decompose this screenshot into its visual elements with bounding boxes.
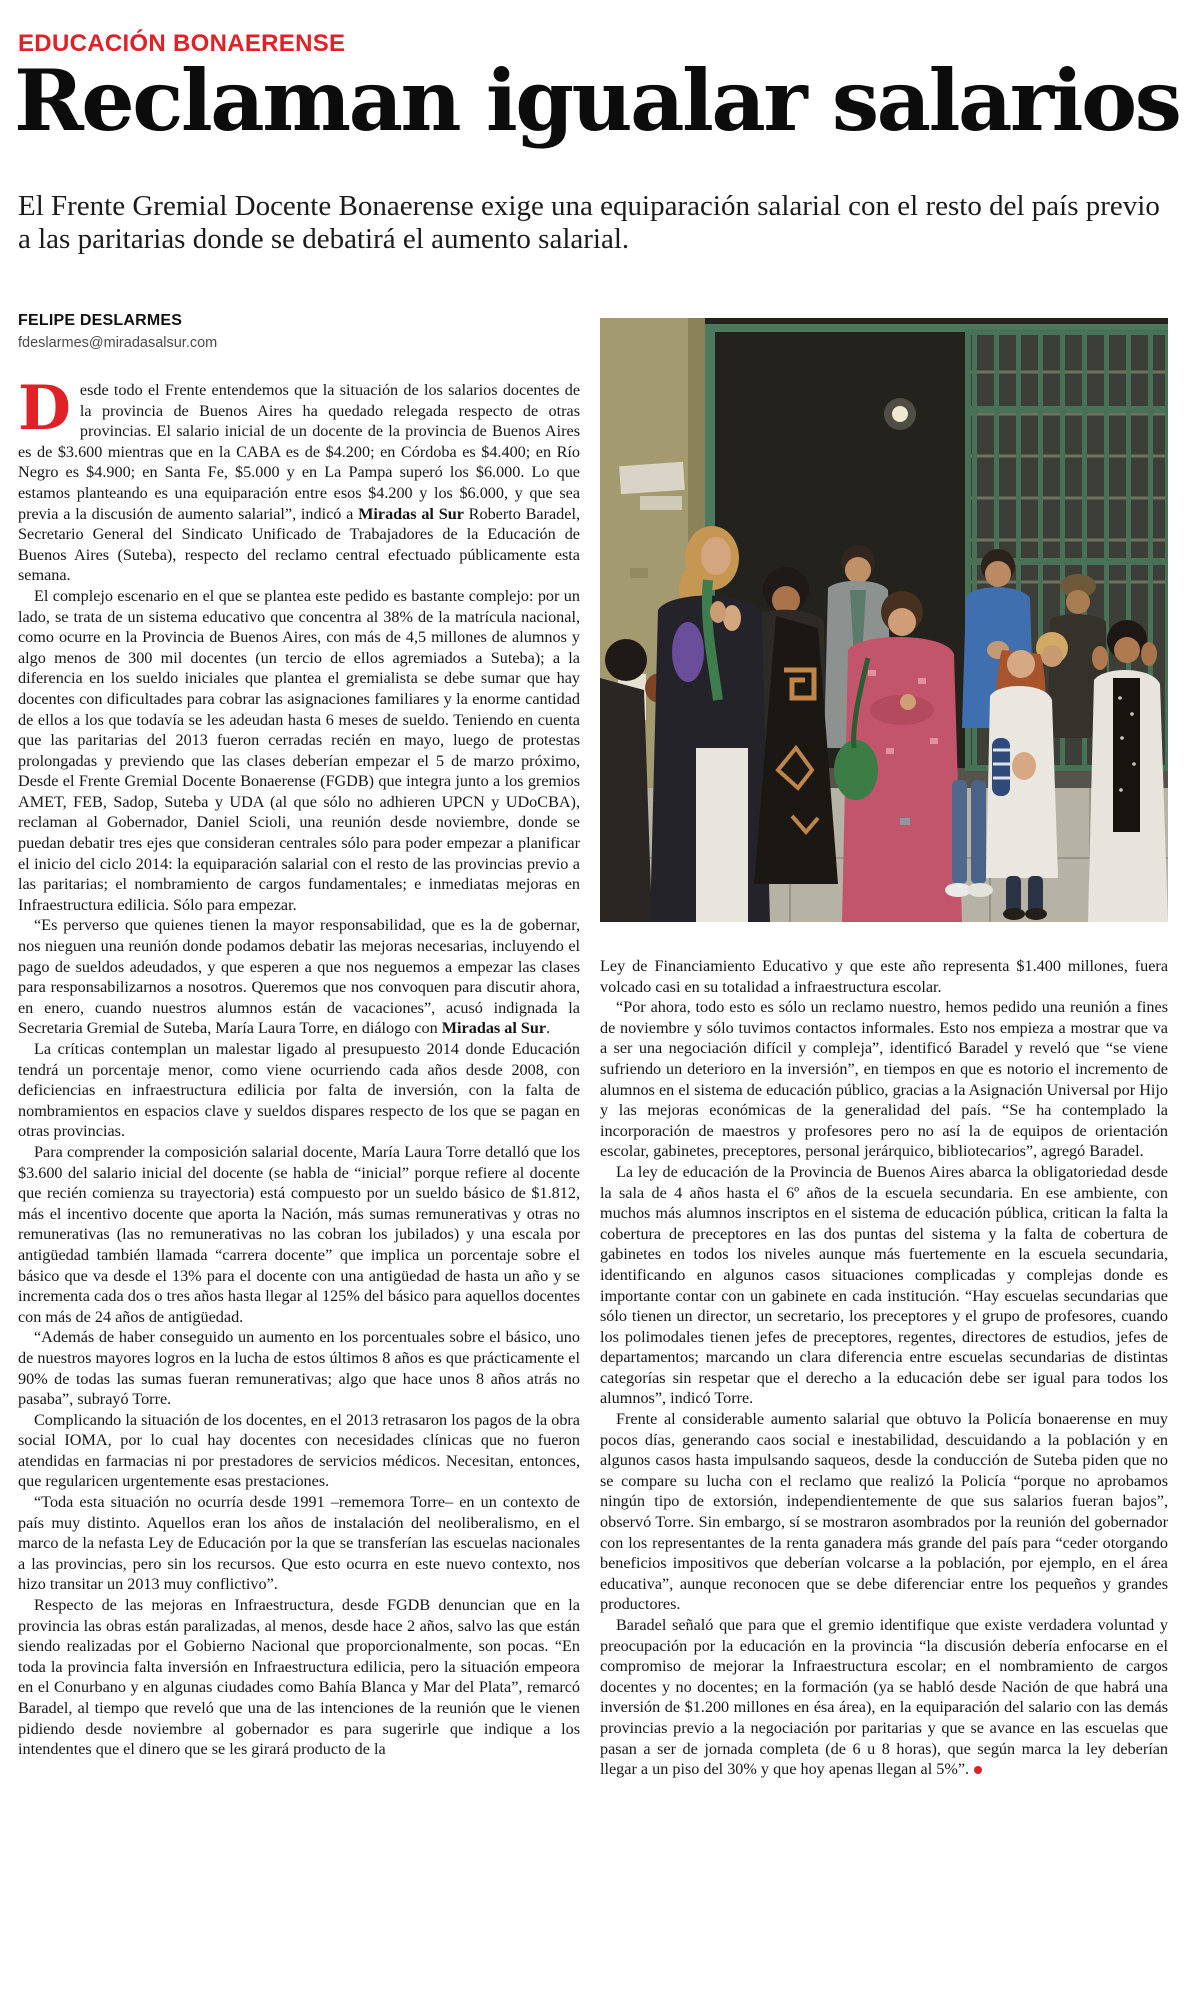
article-paragraph: Desde todo el Frente entendemos que la situación de los salarios docentes de la provincia de Buenos Aires ha quedado relegada respecto de otras provincias. El salario inicial de un docente de la provincia de Buenos Aires es de $3.600 mientras que en la CABA es de $4.200; en Córdoba es $4.400; en Río Negro es $4.900; en Santa Fe, $5.000 y en La Pampa superó los $6.000. Lo que estamos planteando es una equiparación entre esos $4.200 y los $6.000, y que sea previa a la discusión de aumento salarial”, indicó a Miradas al Sur Roberto Baradel, Secretario General del Sindicato Unificado de Trabajadores de la Educación de Buenos Aires (Suteba), respecto del reclamo central efectuado públicamente esta semana. [18,380,580,585]
article-paragraph: “Además de haber conseguido un aumento en los porcentuales sobre el básico, uno de nuestros mayores logros en la lucha de estos últimos 8 años es que prácticamente el 90% de todas las sumas fueran remunerativas; algo que hace unos 8 años atrás no pasaba”, subrayó Torre. [18,1328,580,1409]
drop-cap: D [18,380,71,444]
article-paragraph: La ley de educación de la Provincia de Buenos Aires abarca la obligatoriedad desde la sala de 4 años hasta el 6º años de la escuela secundaria. En ese ambiente, con muchos más alumnos inscriptos en el sistema de educación pública, critican la falta la cobertura de preceptores en las dos puntas del sistema y la falta de cobertura de gabinetes en todos los niveles aunque más fuertemente en la escuela secundaria, identificando en algunos casos situaciones complicadas y complejas donde es importante contar con un gabinete en cada institución. “Hay escuelas secundarias que sólo tienen un director, un secretario, los preceptores y el grupo de profesores, cuando los polimodales tienen jefes de preceptores, regentes, directores de estudios, jefes de departamentos; marcando un clara diferencia entre escuelas secundarias de distintas categorías sin respetar que el derecho a la educación debe ser igual para todos los alumnos”, indicó Torre. [600,1162,1168,1408]
headline: Reclaman igualar salarios [14,51,1180,150]
article-paragraph: “Por ahora, todo esto es sólo un reclamo nuestro, hemos pedido una reunión a fines de noviembre y sólo tuvimos contactos informales. Esto nos empieza a mostrar que va a ser una negociación difícil y compleja”, identificó Baradel y reveló que “se viene sufriendo un deterioro en la inversión”, en tiempos en que es notorio el incremento de alumnos en el sistema de educación público, gracias a la Asignación Universal por Hijo y las mejoras económicas de la generalidad del país. “Se ha contemplado la incorporación de maestros y profesores pero no así la de equipos de orientación escolar, gabinetes, preceptores, personal jerárquico, bibliotecarios”, agregó Baradel. [600,998,1168,1161]
article-paragraph: Para comprender la composición salarial docente, María Laura Torre detalló que los $3.600 del salario inicial del docente (se habla de “inicial” porque refiere al docente que recién comienza su trayectoria) está compuesto por un sueldo básico de $1.812, más el incentivo docente que aporta la Nación, más sumas remunerativas y otras no remunerativas (las no remunerativas no las cobran los jubilados) y una escala por antigüedad también llamada “carrera docente” que implica un porcentaje sobre el básico que va desde el 13% para el docente con una antigüedad de hasta un año y se incrementa cada dos o tres años hasta llegar al 125% del básico para aquellos docentes con más de 24 años de antigüedad. [18,1142,580,1326]
end-mark [974,1766,982,1774]
article-paragraph: Ley de Financiamiento Educativo y que este año representa $1.400 millones, fuera volcado casi en su totalidad a infraestructura escolar. [600,957,1168,996]
article-paragraph: “Es perverso que quienes tienen la mayor responsabilidad, que es la de gobernar, nos nieguen una reunión donde podamos debatir las mejoras necesarias, incluyendo el pago de sueldos adeudados, y que esperen a que nos neguemos a empezar las clases para responsabilizarnos a nosotros. Queremos que nos convoquen para discutir ahora, en enero, cuando nuestros alumnos están de vacaciones”, acusó indignada la Secretaria Gremial de Suteba, María Laura Torre, en diálogo con Miradas al Sur. [18,916,580,1038]
byline-email: fdeslarmes@miradasalsur.com [18,335,218,351]
article-photo [600,318,1168,922]
article-paragraph: La críticas contemplan un malestar ligado al presupuesto 2014 donde Educación tendrá un porcentaje menor, como viene ocurriendo cada años desde 2008, con deficiencias en infraestructura edilicia por falta de inversión, con la falta de nombramientos en espacios clave y sueldos dispares respecto de los que se pagan en otras provincias. [18,1040,580,1141]
article-paragraph: El complejo escenario en el que se plantea este pedido es bastante complejo: por un lado, se trata de un sistema educativo que concentra al 38% de la matrícula nacional, como ocurre en la Provincia de Buenos Aires, con más de 4,5 millones de alumnos y algo menos de 300 mil docentes (un tercio de ellos agremiados a Suteba); a la diferencia en los sueldo iniciales que plantea el gremialista se debe sumar que hay docentes con dificultades para cobrar las asignaciones familiares y la enorme cantidad de ellos a los que todavía se les adeudan hasta 6 meses de sueldo. Teniendo en cuenta que las paritarias del 2013 fueron cerradas recién en mayo, luego de protestas prolongadas y previendo que las clases deberían empezar el 5 de marzo próximo, Desde el Frente Gremial Docente Bonaerense (FGDB) que integra junto a los gremios AMET, FEB, Sadop, Suteba y UDA (al que sólo no adhieren UPCN y UDoCBA), reclaman al Gobernador, Daniel Scioli, una reunión desde noviembre, donde se puedan debatir tres ejes que consideran centrales sólo para poder empezar a planificar el inicio del ciclo 2014: la equiparación salarial con el resto de las provincias previo a las paritarias; el nombramiento de cargos fundamentales; e inmediatas mejoras en Infraestructura edilicia. Sólo para empezar. [18,586,580,914]
article-paragraph: Complicando la situación de los docentes, en el 2013 retrasaron los pagos de la obra social IOMA, por lo cual hay docentes con necesidades clínicas que no fueron atendidas en farmacias ni por prestadores de servicios médicos. Necesitan, entonces, que regularicen urgentemente esas prestaciones. [18,1410,580,1491]
article-paragraph: Baradel señaló que para que el gremio identifique que existe verdadera voluntad y preocupación por la educación en la provincia “la discusión debería enfocarse en el compromiso de mejorar la Infraestructura escolar; en el nombramiento de cargos docentes y no docentes; en la formación (ya se habló desde Nación de que habrá una inversión de $1.200 millones en ésa área), en la equiparación del salario con las demás provincias previo a la negociación por paritarias y que se avance en las escuelas que pasan a ser de jornada completa (de 6 u 8 horas), que según marca la ley deberían llegar a un piso del 30% y que hoy apenas llegan al 5%”. [600,1616,1168,1779]
byline-author: FELIPE DESLARMES [18,312,183,329]
article-paragraph: Frente al considerable aumento salarial que obtuvo la Policía bonaerense en muy pocos días, generando caos social e inestabilidad, descuidando a la población y en algunos casos hasta impulsando saqueos, desde la conducción de Suteba piden que no se compare su lucha con el reclamo que realizó la Policía “porque no aprobamos ningún tipo de extorsión, independientemente de que sus salarios fueran bajos”, observó Torre. Sin embargo, sí se mostraron asombrados por la reunión del gobernador con los representantes de la renta ganadera más grande del país para “ceder otorgando beneficios impositivos que deberían volcarse a la población, por ejemplo, en el área educativa”, aunque reconocen que se debe diferenciar entre los pequeños y grandes productores. [600,1410,1168,1614]
article-paragraph: Respecto de las mejoras en Infraestructura, desde FGDB denuncian que en la provincia las obras están paralizadas, al menos, desde hace 2 años, salvo las que están siendo realizadas por el Gobierno Nacional que proporcionalmente, son pocas. “En toda la provincia falta inversión en Infraestructura edilicia, pero la situación empeora en el Conurbano y en algunas ciudades como Bahía Blanca y Mar del Plata”, remarcó Baradel, al tiempo que reveló que una de las intenciones de la reunión que le vienen pidiendo desde noviembre al gobernador es para sugerirle que indique a los intendentes que el dinero que se les girará producto de la [18,1596,580,1759]
left-column [18,380,580,1974]
right-column [600,956,1168,1986]
deck-subheadline: El Frente Gremial Docente Bonaerense exige una equiparación salarial con el resto del país previo a las paritarias donde se debatirá el aumento salarial. [18,190,1160,255]
article-paragraph: “Toda esta situación no ocurría desde 1991 –rememora Torre– en un contexto de país muy distinto. Aquellos eran los años de instalación del neoliberalismo, en el marco de la nefasta Ley de Educación por la que se transferían las escuelas nacionales a las provincias, pero sin los recursos. Que esto ocurra en este nuevo contexto, nos hizo transitar un 2013 muy conflictivo”. [18,1493,580,1594]
section-kicker: EDUCACIÓN BONAERENSE [18,30,346,57]
